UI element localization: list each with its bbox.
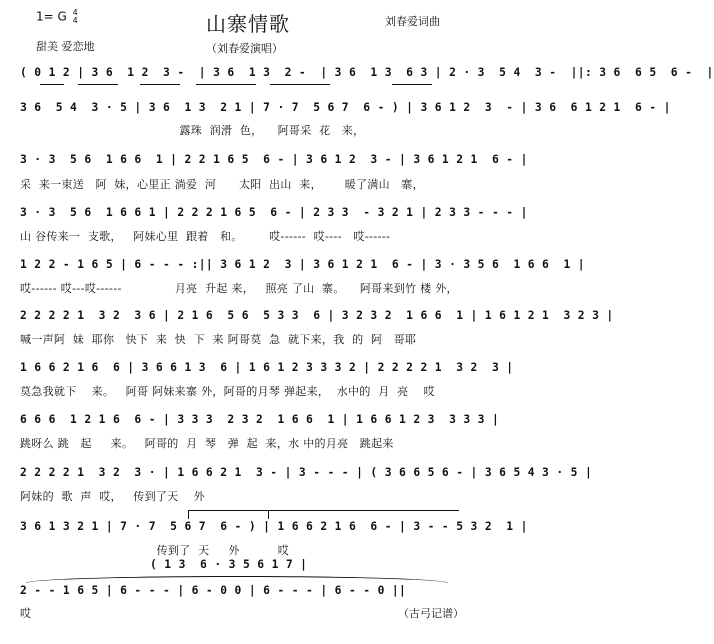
- staff-row: [20, 520, 528, 536]
- staff-row: [20, 413, 500, 429]
- key-signature: [36, 9, 78, 25]
- time-signature: [73, 9, 78, 25]
- notation-line: 3 6 5 4 3 · 5 | 3 6 1 3 2 1 | 7 · 7 5 6 7 6 - ) | 3 6 1 2 3 - | 3 6 6 1 2 1 6 - |: [20, 101, 671, 114]
- beam-line: [140, 84, 180, 85]
- notation-line: 3 6 1 3 2 1 | 7 · 7 5 6 7 6 - ) | 1 6 6 2 1 6 6 - | 3 - - 5 3 2 1 |: [20, 520, 528, 533]
- beam-line: [270, 84, 330, 85]
- staff-row: [20, 101, 671, 117]
- lyric-line: 山 谷传来一 支歌， 阿妹心里 跟着 和。 哎------ 哎---- 哎------: [20, 230, 391, 243]
- staff-row: [20, 309, 614, 325]
- staff-row: [20, 153, 528, 169]
- key-text: 1= G: [36, 9, 67, 24]
- staff-row: [20, 584, 478, 600]
- notation-line: 1 6 6 2 1 6 6 | 3 6 6 1 3 6 | 1 6 1 2 3 3 3 2 | 2 2 2 2 1 3 2 3 |: [20, 361, 514, 374]
- staff-row: [20, 66, 714, 82]
- staff-row: [20, 361, 514, 377]
- notation-line: 3 · 3 5 6 1 6 6 1 | 2 2 2 1 6 5 6 - | 2 3 3 - 3 2 1 | 2 3 3 - - - |: [20, 206, 528, 219]
- notation-line: 2 2 2 2 1 3 2 3 · | 1 6 6 2 1 3 - | 3 - - - | ( 3 6 6 5 6 - | 3 6 5 4 3 · 5 |: [20, 466, 593, 479]
- staff-row: [20, 258, 585, 274]
- mood-marking: 甜美 爱恋地: [36, 40, 95, 53]
- volta-bracket-1: [188, 510, 269, 519]
- notation-line: 6 6 6 1 2 1 6 6 - | 3 3 3 2 3 2 1 6 6 1 | 1 6 6 1 2 3 3 3 3 |: [20, 413, 500, 426]
- lyric-line: 跳呀么 跳 起 来。 阿哥的 月 琴 弹 起 来，水 中的月亮 跳起来: [20, 437, 394, 450]
- tie-slur: [26, 576, 448, 583]
- lyric-line: 采 来一束送 阿 妹，心里正 淌爱 河 太阳 出山 来， 暖了满山 寨，: [20, 178, 424, 191]
- song-title: 山寨情歌: [206, 12, 290, 36]
- lyric-line: 喊一声阿 妹 耶你 快下 来 快 下 来 阿哥莫 急 就下来，我 的 阿 哥耶: [20, 333, 417, 346]
- lyric-line: 哎------ 哎---哎------ 月亮 升起 来， 照亮 了山 寨。 阿哥来到竹 楼 外，: [20, 282, 458, 295]
- transcriber-note: （古弓记谱）: [398, 607, 464, 620]
- beam-line: [40, 84, 64, 85]
- staff-row: [150, 558, 350, 574]
- staff-row: [20, 466, 593, 482]
- notation-line: 2 2 2 2 1 3 2 3 6 | 2 1 6 5 6 5 3 3 6 | 3 2 3 2 1 6 6 1 | 1 6 1 2 1 3 2 3 |: [20, 309, 614, 322]
- volta-bracket-2: [268, 510, 459, 519]
- lyric-line: 阿妹的 歌 声 哎， 传到了天 外: [20, 490, 205, 503]
- beam-line: [196, 84, 256, 85]
- beam-line: [78, 84, 118, 85]
- performer-subtitle: （刘春爱演唱）: [206, 42, 283, 55]
- lyric-line: 传到了 天 外 哎: [20, 544, 290, 557]
- composer-credit: 刘春爱词曲: [385, 15, 440, 28]
- notation-line: 2 - - 1 6 5 | 6 - - - | 6 - 0 0 | 6 - - - | 6 - - 0 ||: [20, 584, 407, 597]
- beam-line: [392, 84, 432, 85]
- lyric-line: 莫急我就下 来。 阿哥 阿妹来寨 外，阿哥的月琴 弹起来， 水中的 月 亮 哎: [20, 385, 435, 398]
- notation-line: 3 · 3 5 6 1 6 6 1 | 2 2 1 6 5 6 - | 3 6 1 2 3 - | 3 6 1 2 1 6 - |: [20, 153, 528, 166]
- staff-row: [20, 206, 528, 222]
- notation-line: ( 1 3 6 · 3 5 6 1 7 |: [150, 558, 308, 571]
- time-bottom: 4: [72, 16, 78, 25]
- notation-line: ( 0 1 2 | 3 6 1 2 3 - | 3 6 1 3 2 - | 3 6 1 3 6 3 | 2 · 3 5 4 3 - ||: 3 6 6 5 6 - |: [20, 66, 714, 79]
- lyric-line: 露珠 润滑 色， 阿哥采 花 来，: [20, 124, 365, 137]
- notation-line: 1 2 2 - 1 6 5 | 6 - - - :|| 3 6 1 2 3 | 3 6 1 2 1 6 - | 3 · 3 5 6 1 6 6 1 |: [20, 258, 585, 271]
- time-top: 4: [72, 8, 78, 17]
- lyric-line: 哎: [20, 607, 32, 620]
